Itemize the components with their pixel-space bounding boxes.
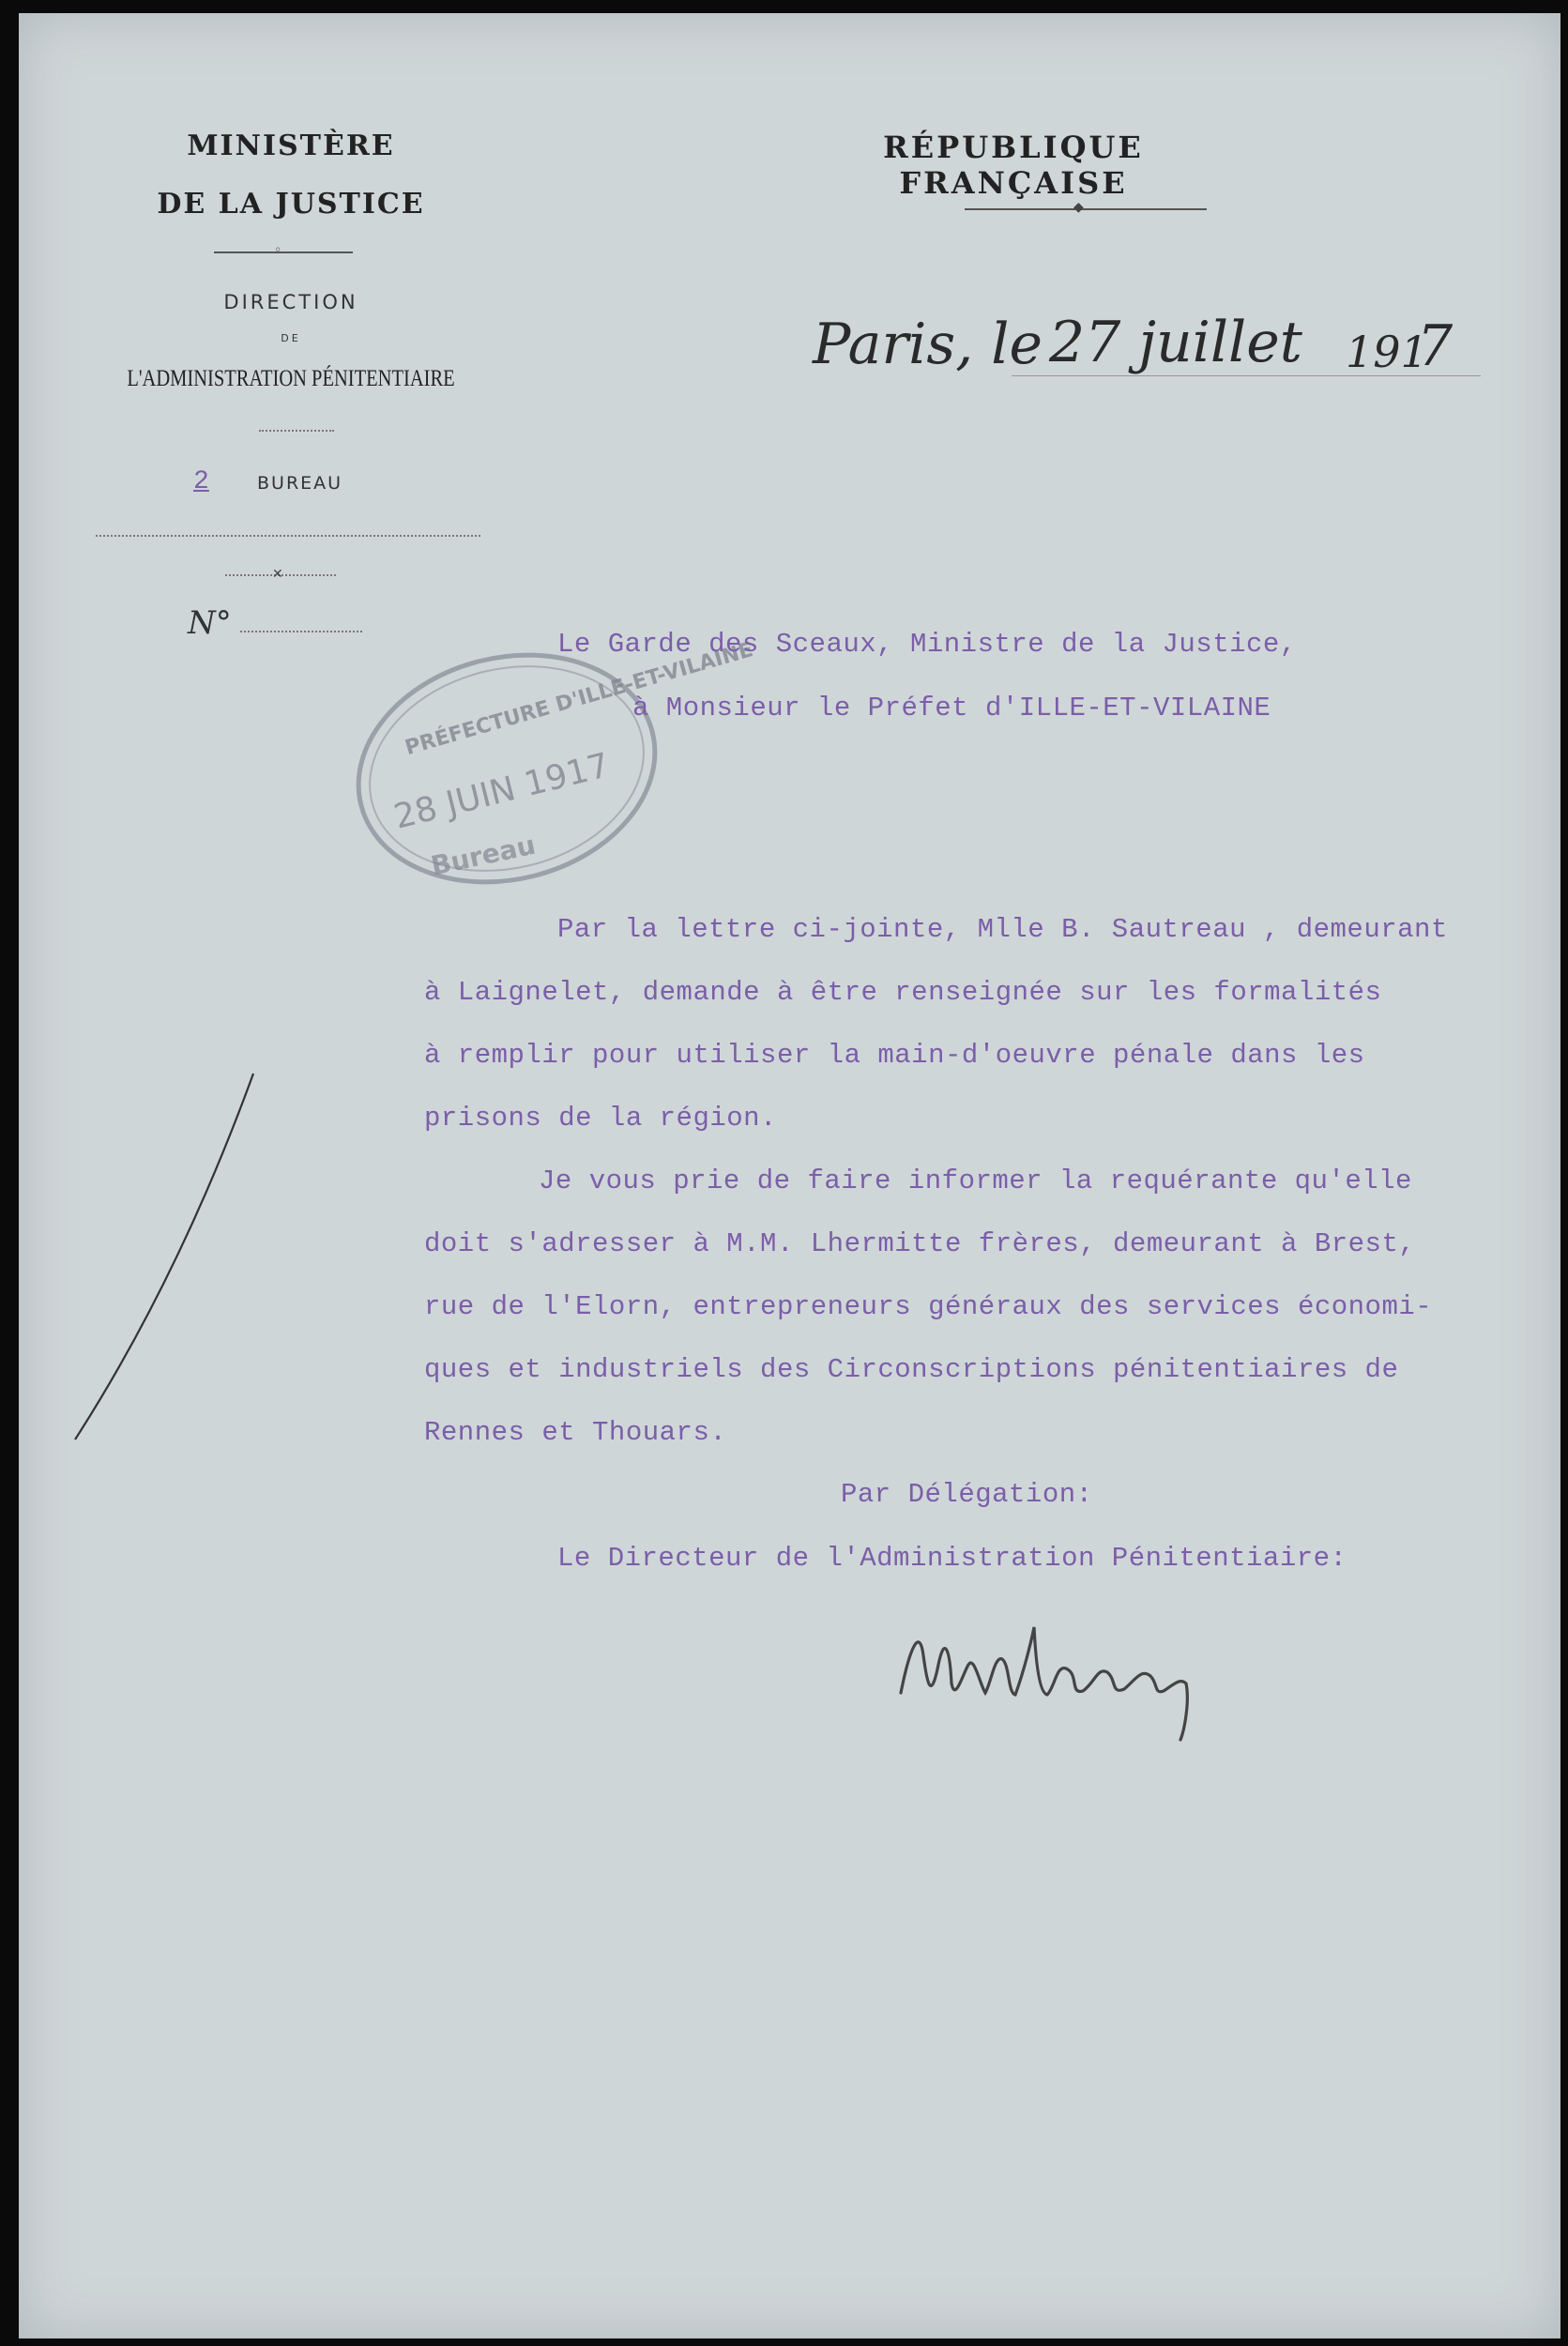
year-suffix: 7: [1417, 313, 1454, 379]
stamp-bottom-text: Bureau: [428, 829, 539, 882]
closing-delegation: Par Délégation:: [841, 1479, 1093, 1510]
republic-rule: [965, 208, 1207, 210]
body-line-3: à remplir pour utiliser la main-d'oeuvre pénale dans les: [424, 1040, 1365, 1071]
body-line-5: Je vous prie de faire informer la requérante qu'elle: [539, 1165, 1412, 1196]
de-label: DE: [281, 332, 301, 344]
ministry-line2: DE LA JUSTICE: [157, 188, 425, 221]
stamp-date: 28 JUIN 1917: [389, 746, 614, 837]
closing-director: Le Directeur de l'Administration Pénitentiaire:: [557, 1543, 1347, 1574]
republic-ornament: ◆: [1073, 200, 1084, 215]
administration-label: L'ADMINISTRATION PÉNITENTIAIRE: [127, 366, 455, 391]
reception-stamp: [338, 632, 756, 905]
number-label: N°: [188, 604, 232, 642]
signature: [882, 1590, 1239, 1749]
ornament-rule-1: [214, 251, 353, 253]
body-line-1: Par la lettre ci-jointe, Mlle B. Sautreau , demeurant: [557, 914, 1448, 945]
bureau-number: 2: [193, 467, 209, 496]
body-line-4: prisons de la région.: [424, 1103, 777, 1134]
recipient-line: à Monsieur le Préfet d'ILLE-ET-VILAINE: [632, 693, 1271, 724]
place-date-prefix: Paris, le: [813, 312, 1043, 377]
bureau-label: BUREAU: [257, 473, 343, 494]
body-line-2: à Laignelet, demande à être renseignée sur les formalités: [424, 977, 1382, 1008]
date-underline: [1012, 375, 1481, 376]
direction-label: DIRECTION: [223, 291, 358, 313]
body-line-6: doit s'adresser à M.M. Lhermitte frères, demeurant à Brest,: [424, 1228, 1416, 1259]
year-prefix: 191: [1346, 327, 1428, 377]
ornament-3: ✕: [272, 567, 283, 582]
ministry-line1: MINISTÈRE: [187, 129, 395, 162]
dotted-line-1: [96, 535, 480, 537]
republic-title: RÉPUBLIQUE FRANÇAISE: [883, 129, 1144, 201]
ornament-rule-2: [259, 430, 334, 432]
date-handwritten: 27 juillet: [1049, 310, 1302, 375]
body-line-7: rue de l'Elorn, entrepreneurs généraux des services économi-: [424, 1291, 1433, 1322]
margin-pencil-line: [66, 1064, 272, 1458]
letter-sheet: [19, 13, 1560, 2338]
body-line-9: Rennes et Thouars.: [424, 1417, 727, 1448]
ornament-1: ◦: [274, 243, 282, 258]
body-line-8: ques et industriels des Circonscriptions pénitentiaires de: [424, 1354, 1399, 1385]
stamp-top-text: PRÉFECTURE D'ILLE-ET-VILAINE: [403, 638, 756, 761]
sender-line: Le Garde des Sceaux, Ministre de la Justice,: [557, 629, 1297, 660]
